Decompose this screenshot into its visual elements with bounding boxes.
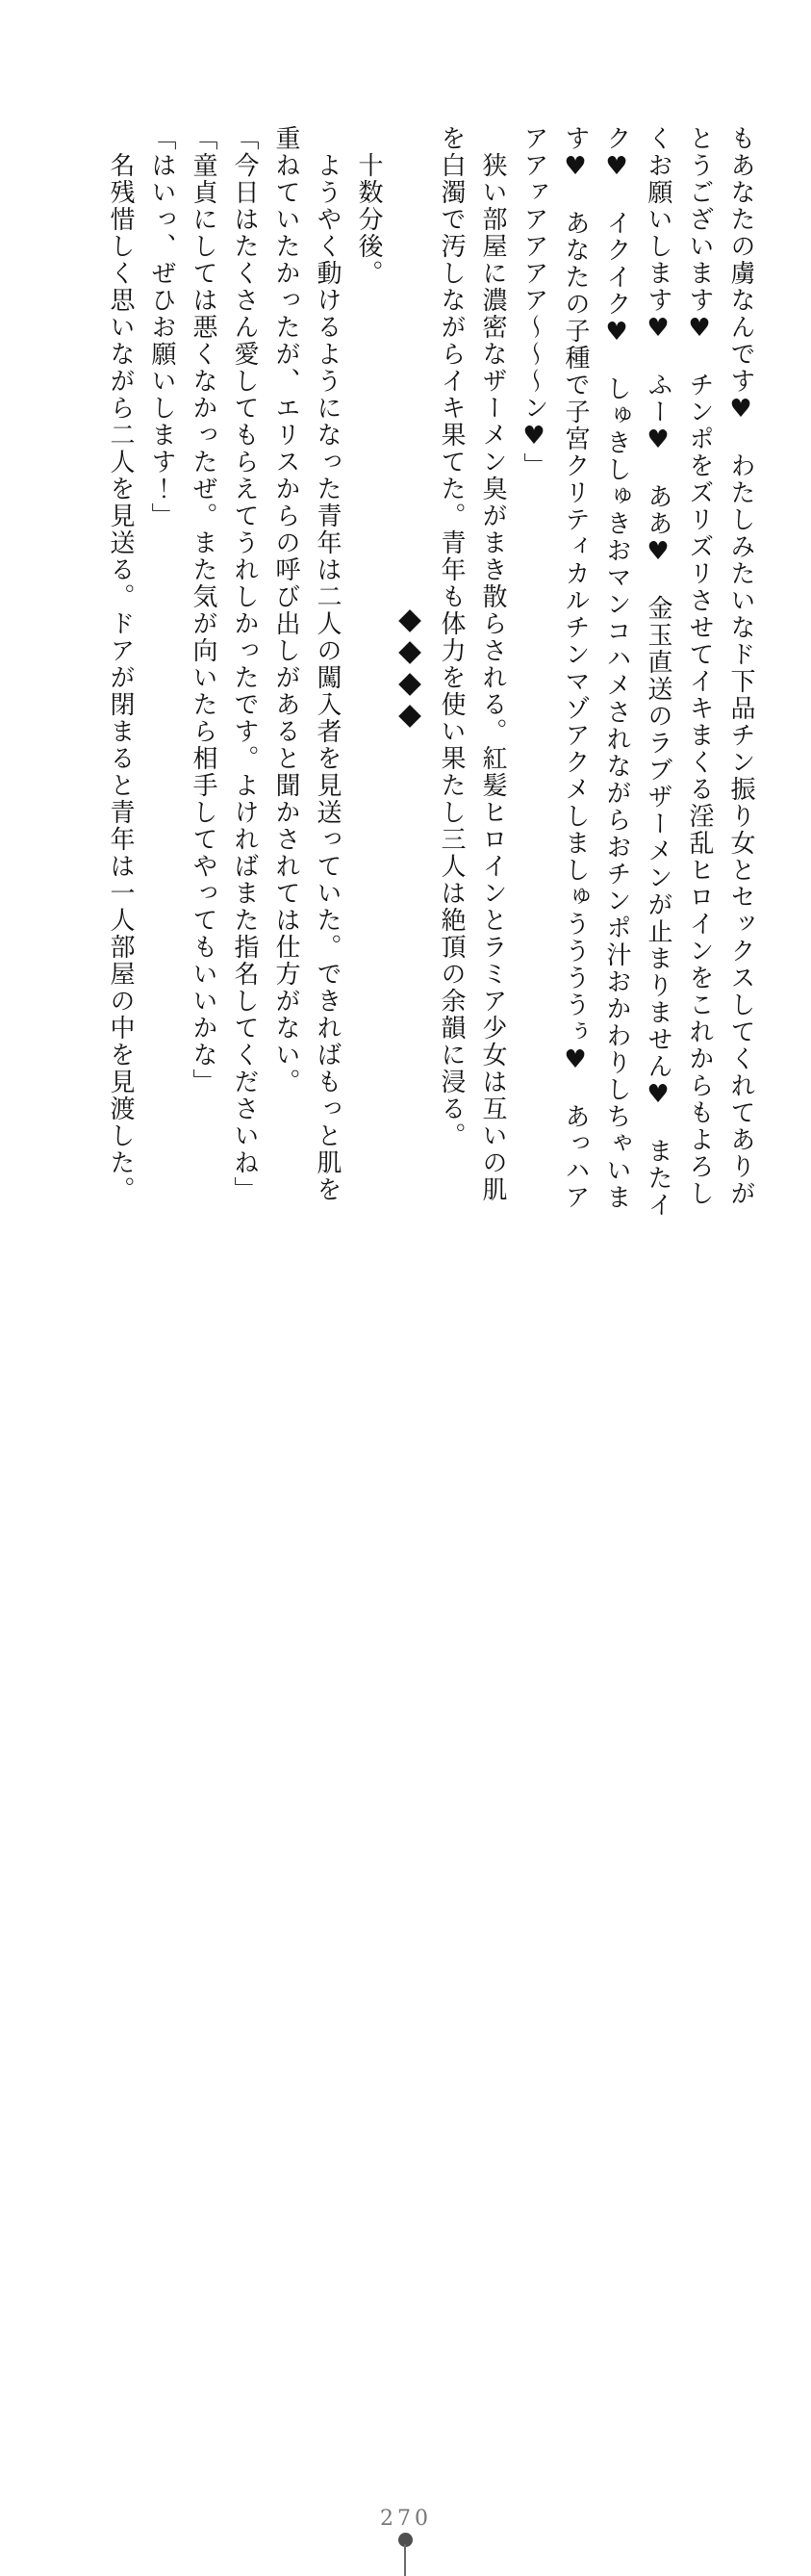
text-column: 名残惜しく思いながら二人を見送る。ドアが閉まると青年は一人部屋の中を見渡した。 xyxy=(106,125,135,1203)
text-column: 十数分後。 xyxy=(354,125,383,287)
text-column: す♥ あなたの子種で子宮クリティカルチンマゾアクメしましゅううううぅ♥ あっハア xyxy=(561,125,590,1211)
section-break-diamonds-icon: ◆◆◆◆ xyxy=(393,602,427,729)
text-column-dialogue: 「今日はたくさん愛してもらえてうれしかったです。よければまた指名してくださいね」 xyxy=(230,125,259,1203)
text-column: ク♥ イクイク♥ しゅきしゅきおマンコハメされながらおチンポ汁おかわりしちゃいま xyxy=(602,125,631,1211)
text-column: アアァアアアア～～～ン♥」 xyxy=(520,125,548,479)
text-column: くお願いします♥ ふー♥ ああ♥ 金玉直送のラブザーメンが止まりません♥ またイ xyxy=(644,125,672,1219)
footer-stem-ornament xyxy=(404,2544,406,2576)
text-column-dialogue: 「童貞にしては悪くなかったぜ。また気が向いたら相手してやってもいいかな」 xyxy=(189,125,217,1095)
text-column: もあなたの虜なんです♥ わたしみたいなド下品チン振り女とセックスしてくれてありが xyxy=(726,125,755,1207)
text-column: 狭い部屋に濃密なザーメン臭がまき散らされる。紅髪ヒロインとラミア少女は互いの肌 xyxy=(478,125,507,1203)
text-column: とうございます♥ チンポをズリズリさせてイキまくる淫乱ヒロインをこれからもよろし xyxy=(685,125,714,1207)
page-number: 270 xyxy=(380,2507,432,2531)
text-column: ようやく動けるようになった青年は二人の闖入者を見送っていた。できればもっと肌を xyxy=(313,125,342,1203)
text-column: を白濁で汚しながらイキ果てた。青年も体力を使い果たし三人は絶頂の余韻に浸る。 xyxy=(437,125,466,1149)
page-footer xyxy=(0,1249,811,2531)
text-column: 重ねていたかったが、エリスからの呼び出しがあると聞かされては仕方がない。 xyxy=(271,125,300,1095)
text-column-dialogue: 「はいっ、ぜひお願いします！」 xyxy=(147,125,176,529)
page-body-vertical-text xyxy=(99,125,761,1219)
